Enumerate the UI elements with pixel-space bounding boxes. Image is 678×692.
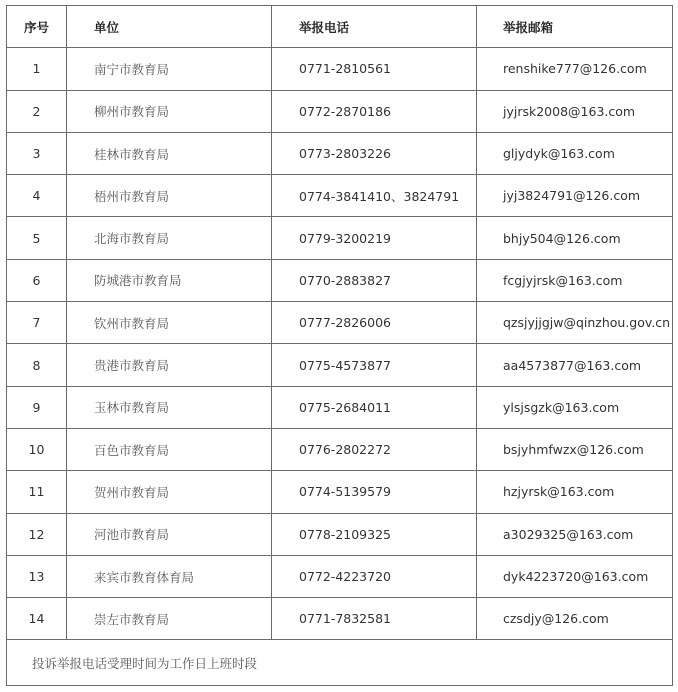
row-email[interactable]: jyj3824791@126.com: [477, 175, 673, 217]
table-row: [7, 471, 673, 513]
row-email[interactable]: dyk4223720@163.com: [477, 555, 673, 597]
row-phone: 0777-2826006: [272, 302, 477, 344]
row-no: 4: [7, 175, 67, 217]
row-unit: 钦州市教育局: [67, 302, 272, 344]
row-phone: 0770-2883827: [272, 259, 477, 301]
row-unit: 梧州市教育局: [67, 175, 272, 217]
table-note: 投诉举报电话受理时间为工作日上班时段: [7, 640, 673, 686]
row-unit: 崇左市教育局: [67, 598, 272, 640]
row-email[interactable]: a3029325@163.com: [477, 513, 673, 555]
row-unit: 玉林市教育局: [67, 386, 272, 428]
note-row: [7, 640, 673, 686]
table-header: [7, 6, 673, 48]
row-unit: 贵港市教育局: [67, 344, 272, 386]
row-phone: 0771-2810561: [272, 48, 477, 90]
header-row: [7, 6, 673, 48]
row-unit: 贺州市教育局: [67, 471, 272, 513]
row-no: 8: [7, 344, 67, 386]
row-phone: 0774-5139579: [272, 471, 477, 513]
row-no: 13: [7, 555, 67, 597]
row-email[interactable]: bhjy504@126.com: [477, 217, 673, 259]
row-unit: 来宾市教育体育局: [67, 555, 272, 597]
row-email[interactable]: renshike777@126.com: [477, 48, 673, 90]
row-no: 14: [7, 598, 67, 640]
row-unit: 河池市教育局: [67, 513, 272, 555]
row-phone: 0775-4573877: [272, 344, 477, 386]
table-row: [7, 428, 673, 470]
row-email[interactable]: hzjyrsk@163.com: [477, 471, 673, 513]
table-row: [7, 48, 673, 90]
table-row: [7, 555, 673, 597]
table-row: [7, 386, 673, 428]
row-email[interactable]: qzsjyjjgjw@qinzhou.gov.cn: [477, 302, 673, 344]
row-unit: 桂林市教育局: [67, 132, 272, 174]
row-no: 9: [7, 386, 67, 428]
row-phone: 0772-2870186: [272, 90, 477, 132]
report-contacts-table: [6, 5, 673, 686]
header-no: 序号: [7, 6, 67, 48]
row-no: 1: [7, 48, 67, 90]
row-no: 11: [7, 471, 67, 513]
row-no: 5: [7, 217, 67, 259]
row-phone: 0776-2802272: [272, 428, 477, 470]
table-row: [7, 132, 673, 174]
row-no: 12: [7, 513, 67, 555]
table-row: [7, 175, 673, 217]
row-phone: 0772-4223720: [272, 555, 477, 597]
row-email[interactable]: ylsjsgzk@163.com: [477, 386, 673, 428]
header-phone: 举报电话: [272, 6, 477, 48]
row-unit: 柳州市教育局: [67, 90, 272, 132]
header-email: 举报邮箱: [477, 6, 673, 48]
row-unit: 百色市教育局: [67, 428, 272, 470]
row-email[interactable]: fcgjyjrsk@163.com: [477, 259, 673, 301]
row-no: 10: [7, 428, 67, 470]
table-row: [7, 598, 673, 640]
row-no: 7: [7, 302, 67, 344]
table-row: [7, 90, 673, 132]
row-phone: 0779-3200219: [272, 217, 477, 259]
row-phone: 0773-2803226: [272, 132, 477, 174]
table-row: [7, 217, 673, 259]
row-unit: 南宁市教育局: [67, 48, 272, 90]
table-row: [7, 513, 673, 555]
row-email[interactable]: czsdjy@126.com: [477, 598, 673, 640]
row-unit: 防城港市教育局: [67, 259, 272, 301]
row-no: 2: [7, 90, 67, 132]
row-phone: 0778-2109325: [272, 513, 477, 555]
table-row: [7, 302, 673, 344]
row-email[interactable]: jyjrsk2008@163.com: [477, 90, 673, 132]
row-email[interactable]: bsjyhmfwzx@126.com: [477, 428, 673, 470]
row-email[interactable]: gljydyk@163.com: [477, 132, 673, 174]
table-body: [7, 48, 673, 686]
table-row: [7, 259, 673, 301]
table-row: [7, 344, 673, 386]
row-phone: 0771-7832581: [272, 598, 477, 640]
row-no: 6: [7, 259, 67, 301]
row-phone: 0775-2684011: [272, 386, 477, 428]
header-unit: 单位: [67, 6, 272, 48]
row-no: 3: [7, 132, 67, 174]
row-phone: 0774-3841410、3824791: [272, 175, 477, 217]
row-unit: 北海市教育局: [67, 217, 272, 259]
row-email[interactable]: aa4573877@163.com: [477, 344, 673, 386]
